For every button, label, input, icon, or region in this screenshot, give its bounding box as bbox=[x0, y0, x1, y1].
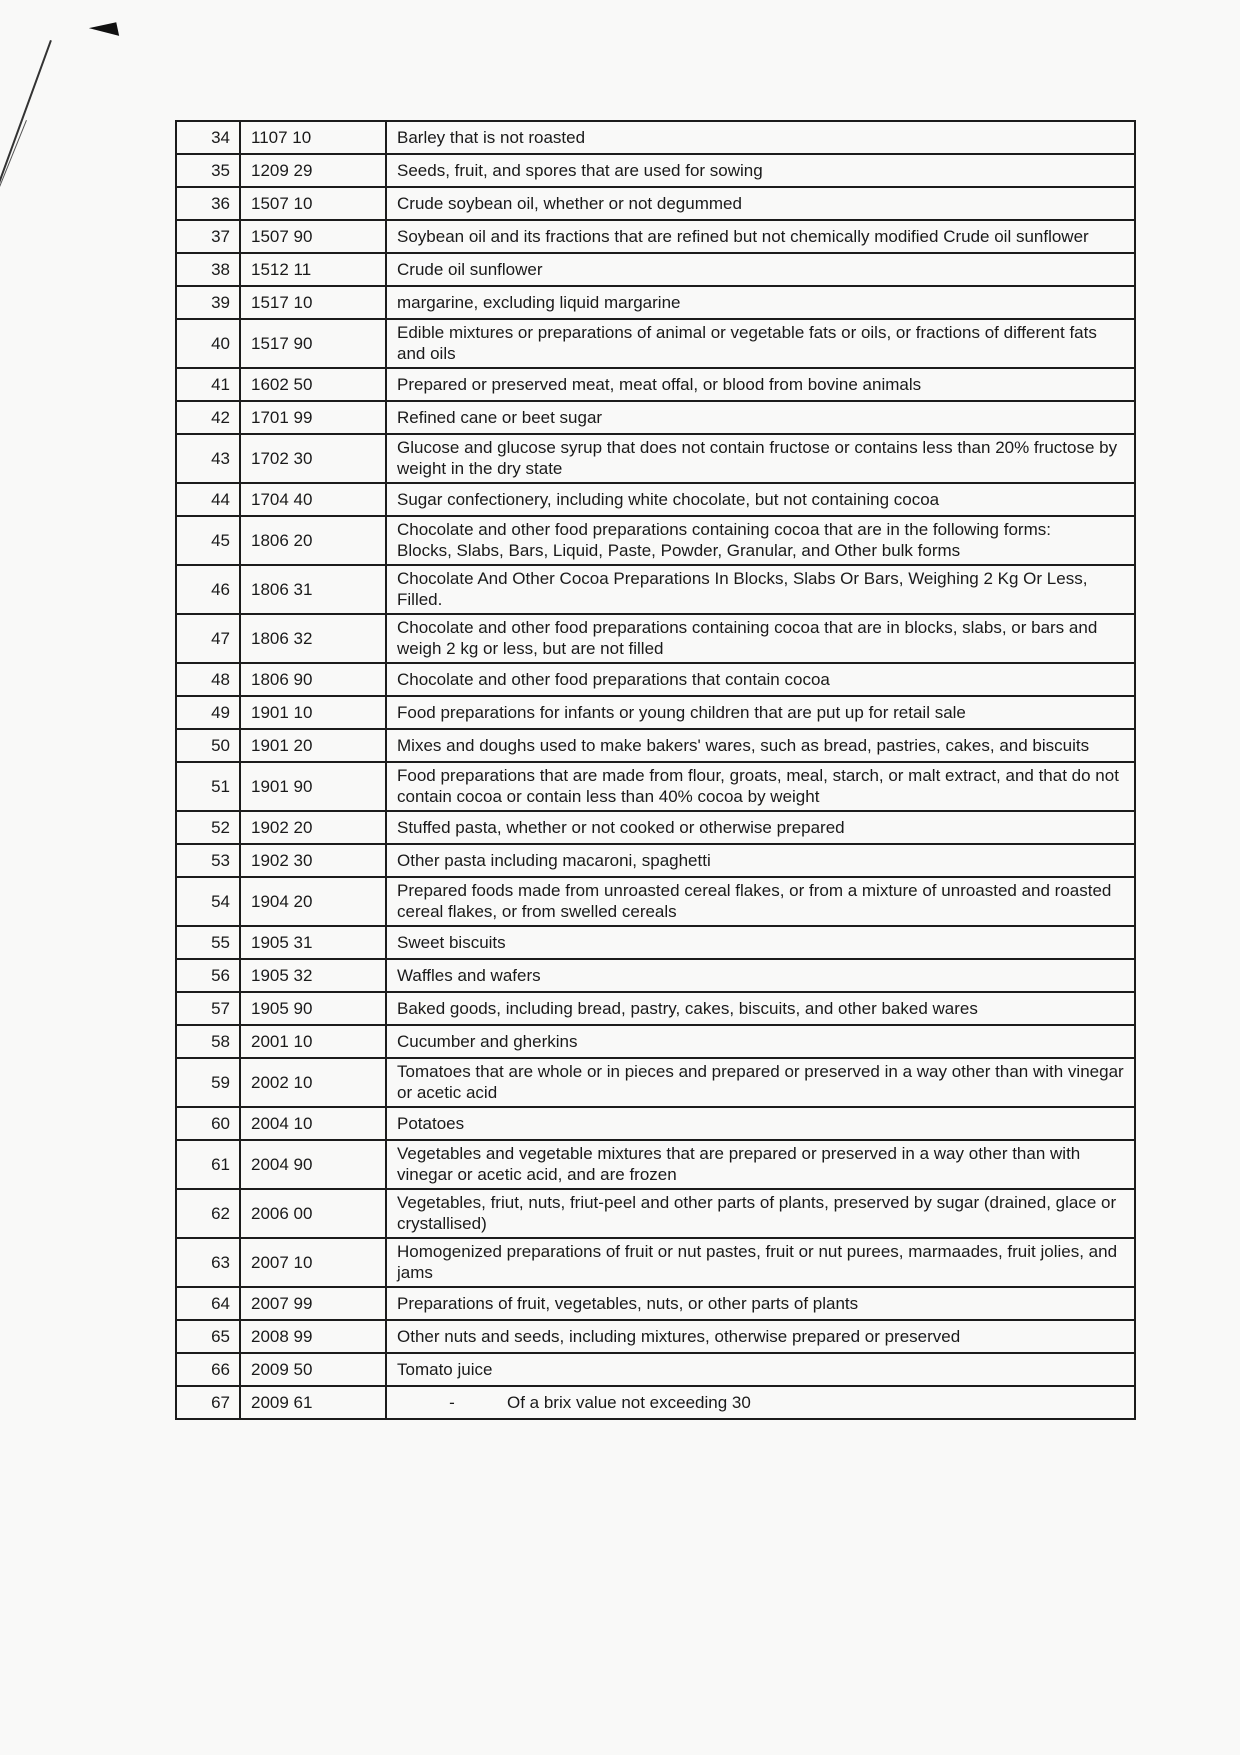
row-number: 66 bbox=[176, 1353, 240, 1386]
product-description bbox=[386, 811, 1135, 844]
product-description bbox=[386, 220, 1135, 253]
table-row bbox=[176, 1140, 1135, 1189]
description-text: Chocolate and other food preparations containing cocoa that are in the following forms: bbox=[397, 520, 1051, 539]
product-description bbox=[386, 154, 1135, 187]
description-text: Tomato juice bbox=[397, 1359, 493, 1379]
table-row bbox=[176, 516, 1135, 565]
hs-code: 1905 32 bbox=[240, 959, 386, 992]
product-description bbox=[386, 926, 1135, 959]
description-text: Edible mixtures or preparations of animal or vegetable fats or oils, or fractions of different fats and oils bbox=[397, 323, 1097, 363]
tariff-table bbox=[175, 120, 1136, 1420]
description-text: Potatoes bbox=[397, 1113, 465, 1133]
table-row bbox=[176, 121, 1135, 154]
description-text: Seeds, fruit, and spores that are used for sowing bbox=[397, 160, 763, 180]
description-text: Chocolate And Other Cocoa Preparations In Blocks, Slabs Or Bars, Weighing 2 Kg Or Less, Filled. bbox=[397, 569, 1088, 609]
product-description bbox=[386, 1320, 1135, 1353]
row-number: 44 bbox=[176, 483, 240, 516]
hs-code: 2004 90 bbox=[240, 1140, 386, 1189]
table-row bbox=[176, 762, 1135, 811]
row-number: 50 bbox=[176, 729, 240, 762]
table-row bbox=[176, 1238, 1135, 1287]
description-text: Of a brix value not exceeding 30 bbox=[507, 1392, 751, 1412]
table-row bbox=[176, 696, 1135, 729]
table-row bbox=[176, 434, 1135, 483]
description-text: Crude oil sunflower bbox=[397, 259, 543, 279]
scan-corner-mark bbox=[89, 22, 119, 42]
row-number: 34 bbox=[176, 121, 240, 154]
table-row bbox=[176, 187, 1135, 220]
tariff-table-body bbox=[176, 121, 1135, 1419]
hs-code: 1901 90 bbox=[240, 762, 386, 811]
row-number: 51 bbox=[176, 762, 240, 811]
row-number: 58 bbox=[176, 1025, 240, 1058]
table-row bbox=[176, 614, 1135, 663]
description-text: margarine, excluding liquid margarine bbox=[397, 292, 681, 312]
table-row bbox=[176, 368, 1135, 401]
description-text: Chocolate and other food preparations that contain cocoa bbox=[397, 669, 830, 689]
product-description bbox=[386, 483, 1135, 516]
table-row bbox=[176, 1353, 1135, 1386]
row-number: 40 bbox=[176, 319, 240, 368]
hs-code: 1904 20 bbox=[240, 877, 386, 926]
table-row bbox=[176, 992, 1135, 1025]
table-row bbox=[176, 729, 1135, 762]
description-text: Soybean oil and its fractions that are refined but not chemically modified Crude oil sunflower bbox=[397, 226, 1089, 246]
hs-code: 2007 99 bbox=[240, 1287, 386, 1320]
product-description bbox=[386, 565, 1135, 614]
table-row bbox=[176, 663, 1135, 696]
description-text: Sweet biscuits bbox=[397, 932, 506, 952]
product-description bbox=[386, 959, 1135, 992]
description-text: Refined cane or beet sugar bbox=[397, 407, 603, 427]
row-number: 39 bbox=[176, 286, 240, 319]
product-description bbox=[386, 1353, 1135, 1386]
row-number: 43 bbox=[176, 434, 240, 483]
product-description bbox=[386, 253, 1135, 286]
product-description bbox=[386, 187, 1135, 220]
table-row bbox=[176, 926, 1135, 959]
row-number: 37 bbox=[176, 220, 240, 253]
hs-code: 2001 10 bbox=[240, 1025, 386, 1058]
description-text: Stuffed pasta, whether or not cooked or otherwise prepared bbox=[397, 817, 845, 837]
row-number: 61 bbox=[176, 1140, 240, 1189]
description-text-line2: Blocks, Slabs, Bars, Liquid, Paste, Powder, Granular, and Other bulk forms bbox=[397, 541, 961, 560]
row-number: 54 bbox=[176, 877, 240, 926]
table-row bbox=[176, 565, 1135, 614]
hs-code: 1512 11 bbox=[240, 253, 386, 286]
row-number: 60 bbox=[176, 1107, 240, 1140]
product-description bbox=[386, 434, 1135, 483]
table-row bbox=[176, 959, 1135, 992]
scan-edge-line bbox=[0, 40, 52, 257]
table-row bbox=[176, 483, 1135, 516]
hs-code: 1902 20 bbox=[240, 811, 386, 844]
hs-code: 1901 20 bbox=[240, 729, 386, 762]
hs-code: 1806 20 bbox=[240, 516, 386, 565]
row-number: 41 bbox=[176, 368, 240, 401]
description-text: Tomatoes that are whole or in pieces and prepared or preserved in a way other than with vinegar or acetic acid bbox=[397, 1062, 1124, 1102]
description-text: Other pasta including macaroni, spaghetti bbox=[397, 850, 711, 870]
description-text: Sugar confectionery, including white chocolate, but not containing cocoa bbox=[397, 489, 940, 509]
row-number: 55 bbox=[176, 926, 240, 959]
table-row bbox=[176, 401, 1135, 434]
product-description bbox=[386, 286, 1135, 319]
description-text: Barley that is not roasted bbox=[397, 127, 586, 147]
table-row bbox=[176, 811, 1135, 844]
description-text: Baked goods, including bread, pastry, cakes, biscuits, and other baked wares bbox=[397, 998, 978, 1018]
description-text: Preparations of fruit, vegetables, nuts, or other parts of plants bbox=[397, 1293, 859, 1313]
row-number: 52 bbox=[176, 811, 240, 844]
hs-code: 1602 50 bbox=[240, 368, 386, 401]
product-description bbox=[386, 516, 1135, 565]
hs-code: 1704 40 bbox=[240, 483, 386, 516]
table-row bbox=[176, 1386, 1135, 1419]
row-number: 46 bbox=[176, 565, 240, 614]
hs-code: 2006 00 bbox=[240, 1189, 386, 1238]
product-description bbox=[386, 696, 1135, 729]
row-number: 53 bbox=[176, 844, 240, 877]
row-number: 45 bbox=[176, 516, 240, 565]
hs-code: 1902 30 bbox=[240, 844, 386, 877]
row-number: 35 bbox=[176, 154, 240, 187]
table-row bbox=[176, 1287, 1135, 1320]
product-description bbox=[386, 1058, 1135, 1107]
hs-code: 1517 90 bbox=[240, 319, 386, 368]
description-text: Food preparations for infants or young children that are put up for retail sale bbox=[397, 702, 966, 722]
description-text: Waffles and wafers bbox=[397, 965, 541, 985]
table-row bbox=[176, 1025, 1135, 1058]
product-description bbox=[386, 1386, 1135, 1419]
product-description bbox=[386, 1025, 1135, 1058]
description-text: Vegetables and vegetable mixtures that are prepared or preserved in a way other than with vinegar or acetic acid, and are frozen bbox=[397, 1144, 1081, 1184]
table-row bbox=[176, 286, 1135, 319]
description-text: Prepared foods made from unroasted cereal flakes, or from a mixture of unroasted and roasted cereal flakes, or from swelled cereals bbox=[397, 881, 1112, 921]
hs-code: 1905 31 bbox=[240, 926, 386, 959]
table-row bbox=[176, 844, 1135, 877]
table-row bbox=[176, 220, 1135, 253]
row-number: 65 bbox=[176, 1320, 240, 1353]
description-text: Crude soybean oil, whether or not degummed bbox=[397, 193, 742, 213]
product-description bbox=[386, 1189, 1135, 1238]
row-number: 49 bbox=[176, 696, 240, 729]
product-description bbox=[386, 319, 1135, 368]
table-row bbox=[176, 319, 1135, 368]
table-row bbox=[176, 1189, 1135, 1238]
row-number: 63 bbox=[176, 1238, 240, 1287]
hs-code: 1806 31 bbox=[240, 565, 386, 614]
product-description bbox=[386, 729, 1135, 762]
hs-code: 1209 29 bbox=[240, 154, 386, 187]
hs-code: 1806 32 bbox=[240, 614, 386, 663]
table-row bbox=[176, 1107, 1135, 1140]
row-number: 57 bbox=[176, 992, 240, 1025]
table-row bbox=[176, 253, 1135, 286]
hs-code: 1507 90 bbox=[240, 220, 386, 253]
table-row bbox=[176, 154, 1135, 187]
row-number: 56 bbox=[176, 959, 240, 992]
product-description bbox=[386, 1287, 1135, 1320]
description-text: Food preparations that are made from flour, groats, meal, starch, or malt extract, and that do not contain cocoa or contain less than 40% cocoa by weight bbox=[397, 766, 1119, 806]
table-row bbox=[176, 877, 1135, 926]
hs-code: 1905 90 bbox=[240, 992, 386, 1025]
hs-code: 2009 50 bbox=[240, 1353, 386, 1386]
product-description bbox=[386, 121, 1135, 154]
product-description bbox=[386, 844, 1135, 877]
row-number: 48 bbox=[176, 663, 240, 696]
description-text: Other nuts and seeds, including mixtures, otherwise prepared or preserved bbox=[397, 1326, 961, 1346]
row-number: 38 bbox=[176, 253, 240, 286]
hs-code: 2009 61 bbox=[240, 1386, 386, 1419]
row-number: 42 bbox=[176, 401, 240, 434]
product-description bbox=[386, 1238, 1135, 1287]
hs-code: 2004 10 bbox=[240, 1107, 386, 1140]
table-row bbox=[176, 1320, 1135, 1353]
table-row bbox=[176, 1058, 1135, 1107]
product-description bbox=[386, 762, 1135, 811]
description-text: Vegetables, friut, nuts, friut-peel and other parts of plants, preserved by sugar (drained, glace or crystallised) bbox=[397, 1193, 1117, 1233]
row-number: 62 bbox=[176, 1189, 240, 1238]
description-text: Chocolate and other food preparations containing cocoa that are in blocks, slabs, or bars and weigh 2 kg or less, but are not filled bbox=[397, 618, 1098, 658]
hs-code: 1702 30 bbox=[240, 434, 386, 483]
product-description bbox=[386, 1107, 1135, 1140]
product-description bbox=[386, 1140, 1135, 1189]
row-number: 64 bbox=[176, 1287, 240, 1320]
hs-code: 2002 10 bbox=[240, 1058, 386, 1107]
hs-code: 1901 10 bbox=[240, 696, 386, 729]
hs-code: 1701 99 bbox=[240, 401, 386, 434]
description-text: Mixes and doughs used to make bakers' wares, such as bread, pastries, cakes, and biscuits bbox=[397, 735, 1090, 755]
product-description bbox=[386, 992, 1135, 1025]
row-number: 67 bbox=[176, 1386, 240, 1419]
description-text: Homogenized preparations of fruit or nut pastes, fruit or nut purees, marmaades, fruit jolies, and jams bbox=[397, 1242, 1118, 1282]
row-number: 36 bbox=[176, 187, 240, 220]
hs-code: 1806 90 bbox=[240, 663, 386, 696]
hs-code: 1507 10 bbox=[240, 187, 386, 220]
hs-code: 2007 10 bbox=[240, 1238, 386, 1287]
hs-code: 1107 10 bbox=[240, 121, 386, 154]
product-description bbox=[386, 877, 1135, 926]
product-description bbox=[386, 368, 1135, 401]
product-description bbox=[386, 663, 1135, 696]
product-description bbox=[386, 614, 1135, 663]
description-text: Cucumber and gherkins bbox=[397, 1031, 578, 1051]
row-number: 47 bbox=[176, 614, 240, 663]
hs-code: 1517 10 bbox=[240, 286, 386, 319]
sub-item-dash: - bbox=[449, 1392, 455, 1412]
description-text: Glucose and glucose syrup that does not contain fructose or contains less than 20% fructose by weight in the dry state bbox=[397, 438, 1118, 478]
description-text: Prepared or preserved meat, meat offal, or blood from bovine animals bbox=[397, 374, 922, 394]
hs-code: 2008 99 bbox=[240, 1320, 386, 1353]
row-number: 59 bbox=[176, 1058, 240, 1107]
product-description bbox=[386, 401, 1135, 434]
